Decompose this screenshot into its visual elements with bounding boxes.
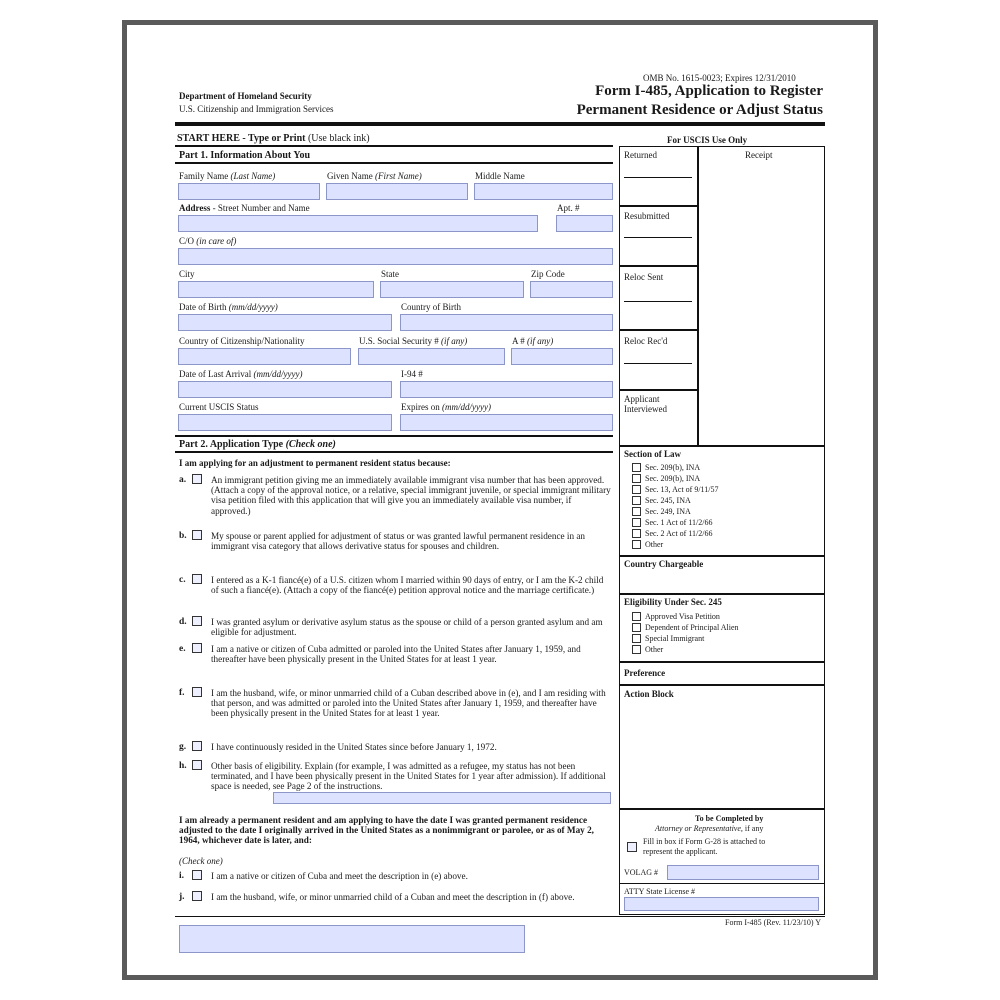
- i94-input[interactable]: [400, 381, 613, 398]
- dob-text: Date of Birth: [179, 302, 227, 312]
- atty-license-label: ATTY State License #: [624, 887, 696, 896]
- form-title-line1: Form I-485, Application to Register: [595, 83, 823, 99]
- citizenship-input[interactable]: [178, 348, 351, 365]
- co-label: [179, 236, 236, 246]
- option-j-checkbox[interactable]: [192, 891, 202, 901]
- option-a-text: An immigrant petition giving me an immediately available immigrant visa number that has been approved. (Attach a copy of the approval notice, or a relative, special immigrant juvenile, or special immigrant military visa petition filed with this application that will give you an immediately available visa number, if approved.): [211, 475, 611, 516]
- option-letter: c.: [179, 575, 186, 585]
- part2-title-text: Part 2. Application Type: [179, 439, 284, 450]
- eligibility-title: Eligibility Under Sec. 245: [624, 597, 722, 607]
- option-letter: g.: [179, 742, 187, 752]
- given-name-input[interactable]: [326, 183, 468, 200]
- eligibility-item: Other: [645, 645, 664, 654]
- option-letter: e.: [179, 644, 186, 654]
- anumber-label: [512, 336, 553, 346]
- option-c-text: I entered as a K-1 fiancé(e) of a U.S. citizen whom I married within 90 days of entry, or I am the K-2 child of such a fiancé(e). (Attach a copy of the fiancé(e) petition approval notice and the marriage certificate.): [211, 575, 604, 596]
- last-arrival-label: [179, 369, 302, 379]
- option-g-checkbox[interactable]: [192, 741, 202, 751]
- option-h-text: Other basis of eligibility. Explain (for example, I was admitted as a refugee, my status has not been terminated, and I have been physically present in the United States for 1 year after admission). If additional space is needed, see Page 2 of the instructions.: [211, 761, 606, 792]
- part1-title: Part 1. Information About You: [179, 150, 311, 161]
- middle-name-label: Middle Name: [475, 171, 525, 181]
- eligibility-checkbox[interactable]: [632, 623, 641, 632]
- option-b-text: My spouse or parent applied for adjustment of status or was granted lawful permanent residence in an immigrant visa category that allows derivative status for spouses and children.: [211, 531, 586, 552]
- given-name-text: Given Name: [327, 171, 373, 181]
- divider: [175, 435, 613, 437]
- family-name-note: (Last Name): [230, 171, 276, 181]
- option-b-checkbox[interactable]: [192, 530, 202, 540]
- option-letter: h.: [179, 761, 187, 771]
- option-i-checkbox[interactable]: [192, 870, 202, 880]
- g28-text-line2: represent the applicant.: [643, 847, 718, 856]
- divider: [624, 301, 692, 302]
- zip-input[interactable]: [530, 281, 613, 298]
- section-of-law-title: Section of Law: [624, 449, 681, 459]
- ssn-text: U.S. Social Security #: [359, 336, 439, 346]
- divider: [697, 146, 699, 446]
- law-item: Sec. 209(b), INA: [645, 474, 701, 483]
- document-frame: [122, 20, 878, 980]
- option-g-text: I have continuously resided in the United States since before January 1, 1972.: [211, 742, 497, 752]
- law-checkbox[interactable]: [632, 474, 641, 483]
- address-label-bold: Address: [179, 203, 211, 213]
- part2-title-note: (Check one): [285, 439, 336, 450]
- volag-label: VOLAG #: [624, 868, 658, 877]
- attorney-subtitle: [655, 824, 763, 833]
- family-name-text: Family Name: [179, 171, 229, 181]
- resubmitted-label: Resubmitted: [624, 211, 670, 221]
- state-input[interactable]: [380, 281, 524, 298]
- city-label: City: [179, 269, 195, 279]
- street-address-input[interactable]: [178, 215, 538, 232]
- apt-input[interactable]: [556, 215, 613, 232]
- action-block-box: [619, 685, 825, 809]
- option-j-text: I am the husband, wife, or minor unmarried child of a Cuban and meet the description in (f) above.: [211, 892, 575, 902]
- option-c-checkbox[interactable]: [192, 574, 202, 584]
- reloc-recd-label: Reloc Rec'd: [624, 336, 668, 346]
- law-item: Sec. 249, INA: [645, 507, 691, 516]
- eligibility-item: Special Immigrant: [645, 634, 705, 643]
- form-page: [127, 25, 873, 975]
- law-checkbox[interactable]: [632, 463, 641, 472]
- option-h-checkbox[interactable]: [192, 760, 202, 770]
- anumber-input[interactable]: [511, 348, 613, 365]
- other-basis-input[interactable]: [273, 792, 611, 804]
- apt-label: Apt. #: [557, 203, 580, 213]
- option-letter: b.: [179, 531, 187, 541]
- option-letter: i.: [179, 871, 185, 881]
- preference-title: Preference: [624, 668, 666, 678]
- option-i-text: I am a native or citizen of Cuba and meet the description in (e) above.: [211, 871, 468, 881]
- option-a-checkbox[interactable]: [192, 474, 202, 484]
- part2-intro: I am applying for an adjustment to permanent resident status because:: [179, 458, 451, 468]
- divider: [175, 162, 613, 164]
- g28-text-line1: Fill in box if Form G-28 is attached to: [643, 837, 766, 846]
- divider: [175, 451, 613, 453]
- citizenship-label: Country of Citizenship/Nationality: [179, 336, 305, 346]
- start-here-label: START HERE - Type or Print: [177, 133, 306, 144]
- i94-label: I-94 #: [401, 369, 423, 379]
- zip-label: Zip Code: [531, 269, 565, 279]
- attorney-subtitle-italic: Attorney or Representative,: [655, 824, 743, 833]
- middle-name-input[interactable]: [474, 183, 613, 200]
- form-title-line2: Permanent Residence or Adjust Status: [576, 102, 823, 118]
- anumber-note: (if any): [527, 336, 554, 346]
- eligibility-checkbox[interactable]: [632, 634, 641, 643]
- address-label: [179, 203, 310, 213]
- option-letter: a.: [179, 475, 187, 485]
- uscis-use-title: For USCIS Use Only: [667, 135, 748, 145]
- barcode-field[interactable]: [179, 925, 525, 953]
- last-arrival-input[interactable]: [178, 381, 392, 398]
- law-checkbox[interactable]: [632, 540, 641, 549]
- omb-number: OMB No. 1615-0023; Expires 12/31/2010: [643, 73, 796, 83]
- co-text: C/O: [179, 236, 195, 246]
- divider: [619, 389, 697, 391]
- law-checkbox[interactable]: [632, 485, 641, 494]
- expires-input[interactable]: [400, 414, 613, 431]
- eligibility-item: Dependent of Principal Alien: [645, 623, 739, 632]
- ssn-input[interactable]: [358, 348, 505, 365]
- option-e-text: I am a native or citizen of Cuba admitted or paroled into the United States after January 1, 1959, and thereafter have been physically present in the United States for at least 1 year.: [211, 644, 581, 665]
- attorney-title: To be Completed by: [695, 814, 764, 823]
- divider: [624, 363, 692, 364]
- expires-text: Expires on: [401, 402, 440, 412]
- agency-name: U.S. Citizenship and Immigration Services: [179, 104, 334, 114]
- expires-note: (mm/dd/yyyy): [442, 402, 491, 412]
- dob-input[interactable]: [178, 314, 392, 331]
- g28-checkbox[interactable]: [627, 842, 637, 852]
- expires-label: [401, 402, 491, 412]
- start-here: [177, 133, 370, 144]
- last-arrival-text: Date of Last Arrival: [179, 369, 252, 379]
- part2-title: [179, 439, 336, 450]
- already-resident-note: (Check one): [179, 856, 223, 866]
- law-item: Sec. 2 Act of 11/2/66: [645, 529, 713, 538]
- given-name-label: [327, 171, 422, 181]
- option-letter: j.: [179, 892, 185, 902]
- option-letter: d.: [179, 617, 187, 627]
- department-name: Department of Homeland Security: [179, 91, 312, 101]
- ssn-label: [359, 336, 467, 346]
- reloc-sent-label: Reloc Sent: [624, 272, 664, 282]
- law-item: Sec. 13, Act of 9/11/57: [645, 485, 719, 494]
- family-name-input[interactable]: [178, 183, 320, 200]
- law-item: Sec. 245, INA: [645, 496, 691, 505]
- law-checkbox[interactable]: [632, 507, 641, 516]
- country-birth-label: Country of Birth: [401, 302, 461, 312]
- eligibility-checkbox[interactable]: [632, 612, 641, 621]
- returned-label: Returned: [624, 150, 657, 160]
- anumber-text: A #: [512, 336, 525, 346]
- dob-label: [179, 302, 278, 312]
- law-item: Sec. 209(b), INA: [645, 463, 701, 472]
- divider: [619, 329, 697, 331]
- ssn-note: (if any): [441, 336, 468, 346]
- eligibility-item: Approved Visa Petition: [645, 612, 720, 621]
- receipt-label: Receipt: [745, 150, 773, 160]
- eligibility-checkbox[interactable]: [632, 645, 641, 654]
- volag-input[interactable]: [667, 865, 819, 880]
- option-e-checkbox[interactable]: [192, 643, 202, 653]
- divider: [619, 883, 825, 884]
- law-item: Sec. 1 Act of 11/2/66: [645, 518, 713, 527]
- option-f-text: I am the husband, wife, or minor unmarried child of a Cuban described above in (e), and I am residing with that person, and was admitted or paroled into the United States after January 1, 1959, and thereafter have been physically present in the United States for at least 1 year.: [211, 688, 606, 719]
- attorney-subtitle-rest: if any: [744, 824, 764, 833]
- footer-rule: [175, 916, 825, 917]
- option-f-checkbox[interactable]: [192, 687, 202, 697]
- uscis-status-label: Current USCIS Status: [179, 402, 259, 412]
- state-label: State: [381, 269, 399, 279]
- form-revision: Form I-485 (Rev. 11/23/10) Y: [725, 918, 821, 927]
- country-birth-input[interactable]: [400, 314, 613, 331]
- dob-note: (mm/dd/yyyy): [228, 302, 278, 312]
- law-checkbox[interactable]: [632, 496, 641, 505]
- care-of-input[interactable]: [178, 248, 613, 265]
- address-label-rest: - Street Number and Name: [210, 203, 310, 213]
- country-chargeable-title: Country Chargeable: [624, 559, 704, 569]
- law-checkbox[interactable]: [632, 529, 641, 538]
- given-name-note: (First Name): [374, 171, 422, 181]
- divider: [175, 145, 613, 147]
- applicant-interviewed-label: Applicant Interviewed: [624, 394, 667, 414]
- family-name-label: [179, 171, 275, 181]
- atty-license-input[interactable]: [624, 897, 819, 911]
- option-d-text: I was granted asylum or derivative asylum status as the spouse or child of a person granted asylum and am eligible for adjustment.: [211, 617, 603, 638]
- option-d-checkbox[interactable]: [192, 616, 202, 626]
- divider: [619, 205, 697, 207]
- action-block-title: Action Block: [624, 689, 674, 699]
- already-resident-intro: I am already a permanent resident and am applying to have the date I was granted permanent residence adjusted to the date I originally arrived in the United States as a nonimmigrant or parolee, or as of May 2, 1964, whichever date is later, and:: [179, 815, 594, 846]
- city-input[interactable]: [178, 281, 374, 298]
- header-rule: [175, 122, 825, 126]
- divider: [624, 237, 692, 238]
- law-checkbox[interactable]: [632, 518, 641, 527]
- option-letter: f.: [179, 688, 185, 698]
- law-item: Other: [645, 540, 664, 549]
- uscis-status-input[interactable]: [178, 414, 392, 431]
- last-arrival-note: (mm/dd/yyyy): [253, 369, 303, 379]
- divider: [624, 177, 692, 178]
- divider: [619, 265, 697, 267]
- co-note: (in care of): [196, 236, 237, 246]
- start-here-note: (Use black ink): [307, 133, 370, 144]
